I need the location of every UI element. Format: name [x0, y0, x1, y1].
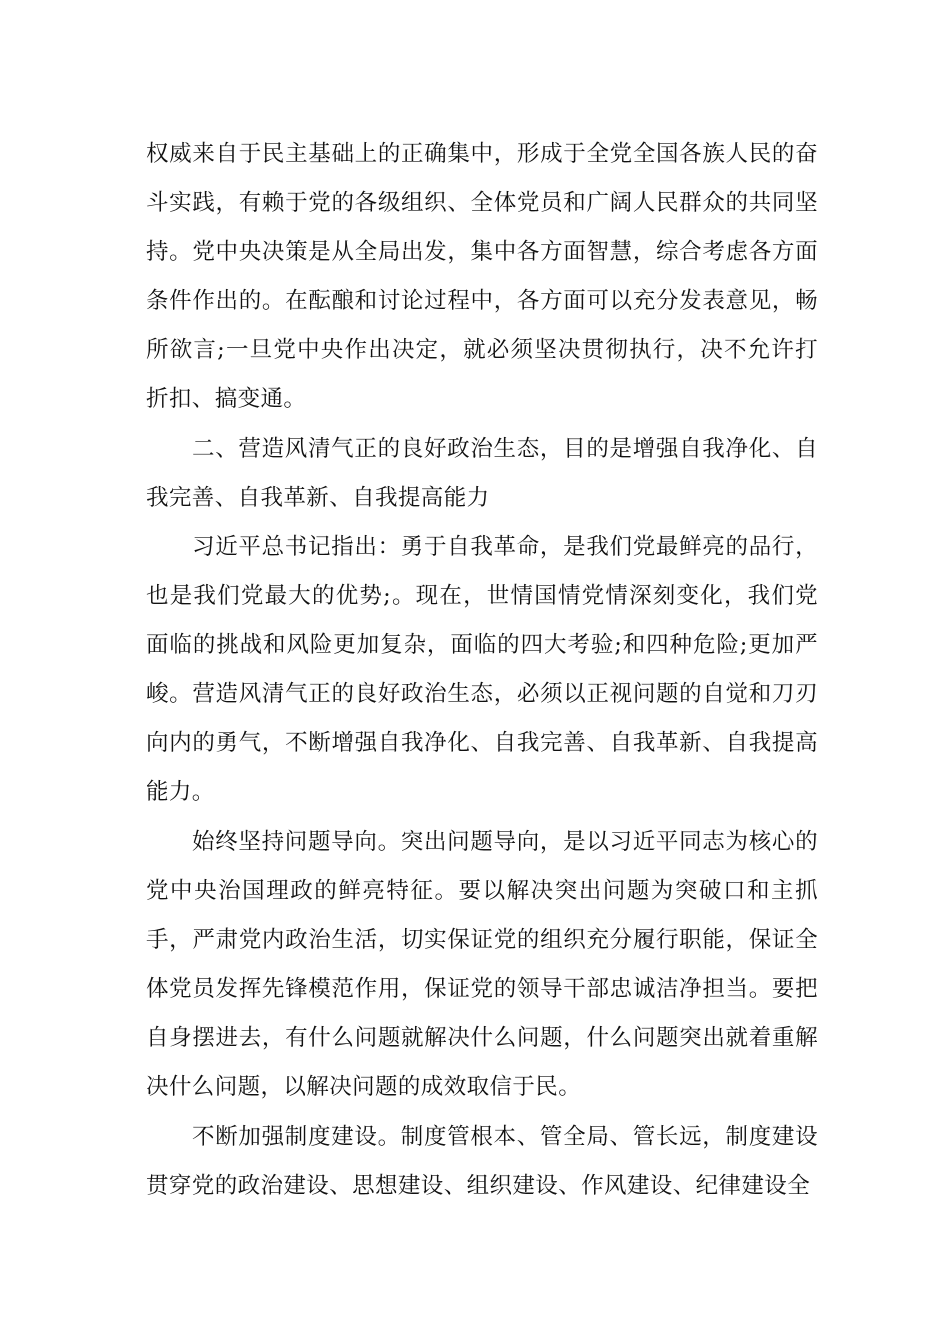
body-paragraph-institution-building: 不断加强制度建设。制度管根本、管全局、管长远，制度建设贯穿党的政治建设、思想建设、组织建设、作风建设、纪律建设全 — [146, 1124, 818, 1199]
body-paragraph-problem-orientation: 始终坚持问题导向。突出问题导向，是以习近平同志为核心的党中央治国理政的鲜亮特征。要以解决突出问题为突破口和主抓手，严肃党内政治生活，切实保证党的组织充分履行职能，保证全体党员发挥先锋模范作用，保证党的领导干部忠诚洁净担当。要把自身摆进去，有什么问题就解决什么问题，什么问题突出就着重解决什么问题，以解决问题的成效取信于民。 — [146, 829, 818, 1100]
body-paragraph-authority: 权威来自于民主基础上的正确集中，形成于全党全国各族人民的奋斗实践，有赖于党的各级组织、全体党员和广阔人民群众的共同坚持。党中央决策是从全局出发，集中各方面智慧，综合考虑各方面条件作出的。在酝酿和讨论过程中，各方面可以充分发表意见，畅所欲言;一旦党中央作出决定，就必须坚决贯彻执行，决不允许打折扣、搞变通。 — [146, 141, 818, 412]
section-heading-political-ecology: 二、营造风清气正的良好政治生态，目的是增强自我净化、自我完善、自我革新、自我提高能力 — [146, 436, 818, 511]
body-paragraph-self-revolution: 习近平总书记指出：勇于自我革命，是我们党最鲜亮的品行，也是我们党最大的优势;。现在，世情国情党情深刻变化，我们党面临的挑战和风险更加复杂，面临的四大考验;和四种危险;更加严峻。营造风清气正的良好政治生态，必须以正视问题的自觉和刀刃向内的勇气，不断增强自我净化、自我完善、自我革新、自我提高能力。 — [146, 534, 818, 805]
